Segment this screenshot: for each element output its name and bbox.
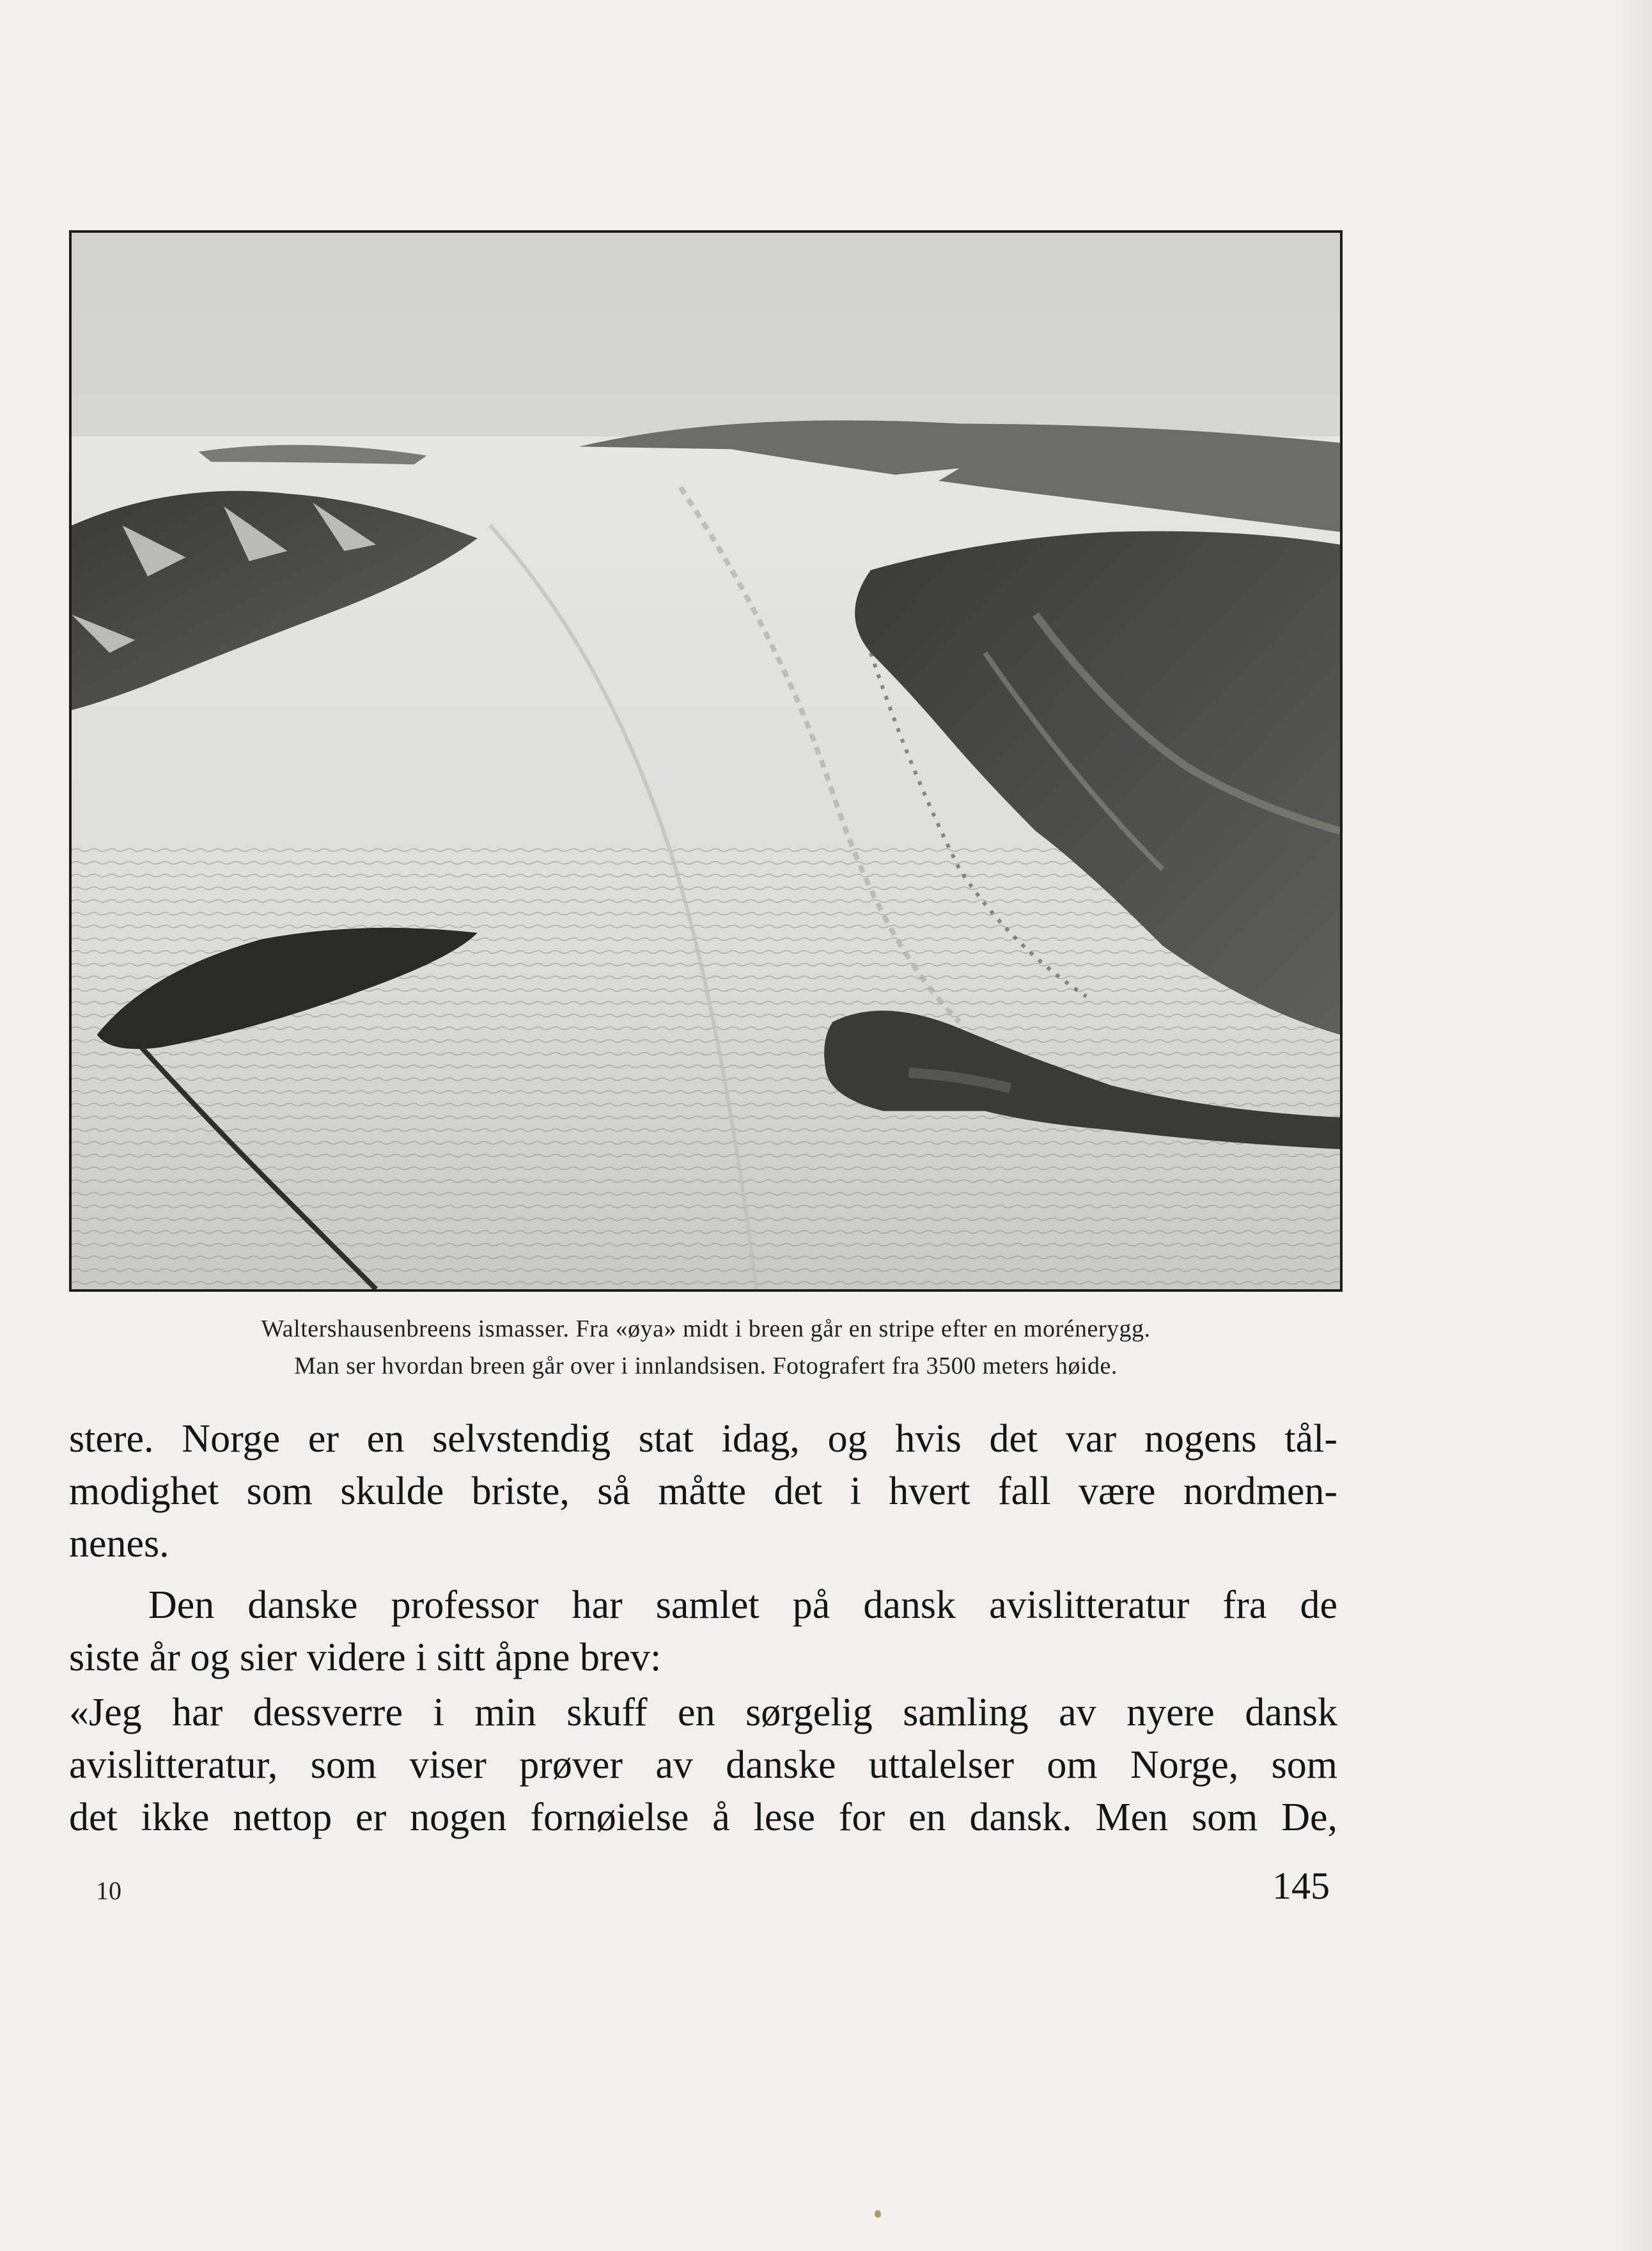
- body-text-line: «Jeg har dessverre i min skuff en sørgelig samling av nyere dansk: [69, 1691, 1337, 1734]
- body-text-line: det ikke nettop er nogen fornøielse å lese for en dansk. Men som De,: [69, 1796, 1337, 1839]
- signature-mark: 10: [96, 1876, 121, 1905]
- paper-speck: [875, 2210, 881, 2218]
- body-text-line: Den danske professor har samlet på dansk avislitteratur fra de: [148, 1583, 1337, 1627]
- glacier-photo: [69, 230, 1343, 1292]
- photo-caption-line-2: Man ser hvordan breen går over i innlandsisen. Fotografert fra 3500 meters høide.: [294, 1353, 1118, 1379]
- page-edge-shadow: [1614, 0, 1652, 2251]
- body-text-line: avislitteratur, som viser prøver av danske uttalelser om Norge, som: [69, 1743, 1337, 1787]
- body-text-line: modighet som skulde briste, så måtte det i hvert fall være nordmen-: [69, 1470, 1337, 1513]
- body-text-line: nenes.: [69, 1522, 169, 1565]
- body-text-line: siste år og sier videre i sitt åpne brev:: [69, 1636, 662, 1679]
- glacier-aerial-image: [72, 233, 1340, 1289]
- page-number: 145: [1272, 1865, 1330, 1907]
- body-text-line: stere. Norge er en selvstendig stat idag, og hvis det var nogens tål-: [69, 1417, 1337, 1461]
- photo-caption-line-1: Waltershausenbreens ismasser. Fra «øya» midt i breen går en stripe efter en morénerygg.: [261, 1315, 1151, 1342]
